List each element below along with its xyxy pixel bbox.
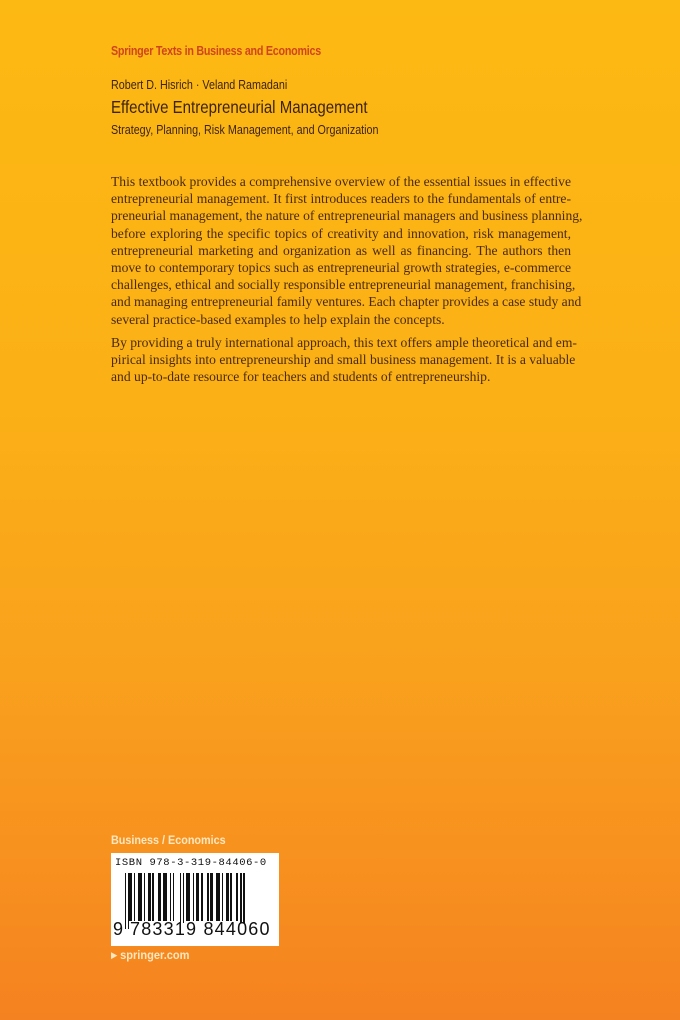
blurb-line: By providing a truly international approach, this text offers ample theoretical and em- bbox=[111, 334, 577, 350]
series-name: Springer Texts in Business and Economics bbox=[111, 44, 321, 58]
blurb-paragraph-1 bbox=[111, 173, 583, 328]
isbn-barcode bbox=[111, 853, 279, 946]
blurb-line: entrepreneurial management. It first introduces readers to the fundamentals of entre- bbox=[111, 191, 571, 207]
barcode-digits: 783319 844060 bbox=[130, 919, 271, 939]
barcode-first-digit: 9 bbox=[113, 919, 124, 939]
blurb-line: entrepreneurial marketing and organization as well as financing. The authors then bbox=[111, 242, 571, 258]
blurb-line: challenges, ethical and socially responsible entrepreneurial management, franchising, bbox=[111, 277, 576, 293]
springer-link-text: springer.com bbox=[120, 948, 190, 962]
subject-category: Business / Economics bbox=[111, 833, 226, 847]
book-subtitle: Strategy, Planning, Risk Management, and Organization bbox=[111, 123, 379, 137]
blurb-line: before exploring the specific topics of creativity and innovation, risk management, bbox=[111, 225, 571, 241]
blurb-line: This textbook provides a comprehensive overview of the essential issues in effective bbox=[111, 174, 571, 189]
isbn-label: ISBN 978-3-319-84406-0 bbox=[115, 857, 267, 869]
springer-link[interactable] bbox=[111, 948, 189, 962]
blurb-line: pirical insights into entrepreneurship and small business management. It is a valuable bbox=[111, 352, 576, 368]
blurb bbox=[111, 173, 583, 391]
blurb-line: several practice-based examples to help explain the concepts. bbox=[111, 311, 445, 327]
blurb-line: and up-to-date resource for teachers and students of entrepreneurship. bbox=[111, 369, 491, 385]
blurb-line: move to contemporary topics such as entrepreneurial growth strategies, e-commerce bbox=[111, 260, 571, 276]
authors: Robert D. Hisrich · Veland Ramadani bbox=[111, 78, 288, 92]
blurb-paragraph-2 bbox=[111, 334, 577, 386]
blurb-line: preneurial management, the nature of entrepreneurial managers and business planning, bbox=[111, 208, 583, 224]
book-title: Effective Entrepreneurial Management bbox=[111, 97, 368, 117]
triangle-right-icon: ▶ bbox=[111, 950, 118, 960]
blurb-line: and managing entrepreneurial family ventures. Each chapter provides a case study and bbox=[111, 294, 582, 310]
